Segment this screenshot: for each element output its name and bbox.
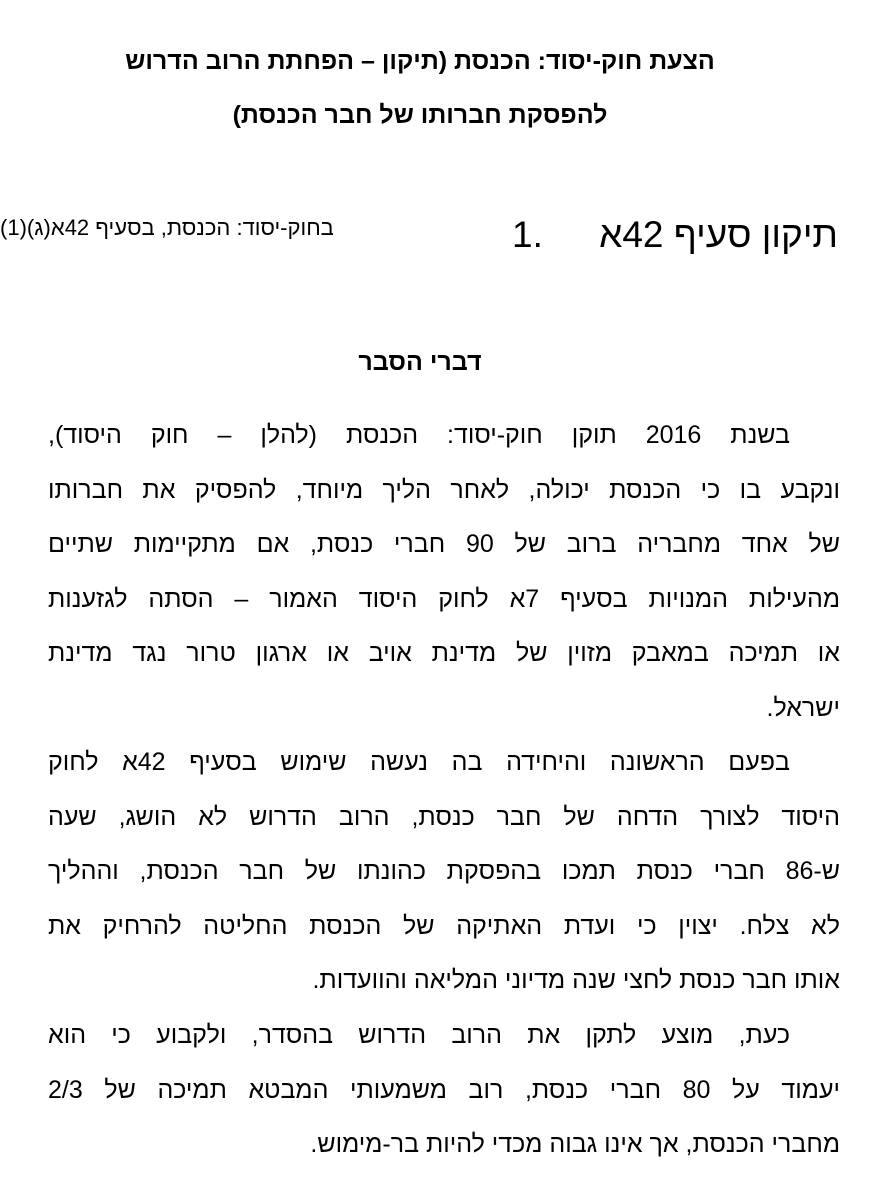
paragraph-line: מהעילות המנויות בסעיף 7א לחוק היסוד האמור – הסתה לגזענות [48,584,841,613]
bill-title-line: הצעת חוק-יסוד: הכנסת (תיקון – הפחתת הרוב הדרוש [125,47,715,75]
paragraph-line: יעמוד על 80 חברי כנסת, רוב משמעותי המבטא תמיכה של 2/3 [48,1075,840,1104]
paragraph-line: היסוד לצורך הדחה של חבר כנסת, הרוב הדרוש לא הושג, שעה [48,802,840,831]
paragraph-line: כעת, מוצע לתקן את הרוב הדרוש בהסדר, ולקבוע כי הוא [48,1021,790,1049]
section-text: בחוק-יסוד: הכנסת, בסעיף 42א(ג)(1) [0,215,334,240]
paragraph-line: או תמיכה במאבק מזוין של מדינת אויב או ארגון טרור נגד מדינת [48,639,840,667]
paragraph-line: לא צלח. יצוין כי ועדת האתיקה של הכנסת החליטה להרחיק את [48,911,840,940]
bill-title [40,34,800,142]
paragraph-line: ונקבע בו כי הכנסת יכולה, לאחר הליך מיוחד, להפסיק את חברותו [48,475,840,504]
explanation-paragraph [48,408,840,735]
paragraph-line: אותו חבר כנסת לחצי שנה מדיוני המליאה והוועדות. [312,966,840,994]
paragraph-line: ישראל. [766,693,840,722]
explanation-heading: דברי הסבר [358,348,482,376]
bill-title-line: להפסקת חברותו של חבר הכנסת) [232,101,608,129]
paragraph-line: של אחד מחבריה ברוב של 90 חברי כנסת, אם מתקיימות שתיים [48,530,840,558]
paragraph-line: ש-86 חברי כנסת תמכו בהפסקת כהונתו של חבר הכנסת, וההליך [48,857,840,885]
section-heading: תיקון סעיף 42א [599,214,838,255]
paragraph-line: בפעם הראשונה והיחידה בה נעשה שימוש בסעיף 42א לחוק [48,748,790,776]
explanation-paragraph [48,735,840,1008]
amendment-section [0,204,894,274]
paragraph-line: בשנת 2016 תוקן חוק-יסוד: הכנסת (להלן – חוק היסוד), [48,421,790,449]
paragraph-line: מחברי הכנסת, אך אינו גבוה מכדי להיות בר-מימוש. [310,1130,840,1158]
section-number: 1. [512,214,543,255]
explanation-paragraph [48,1008,840,1172]
